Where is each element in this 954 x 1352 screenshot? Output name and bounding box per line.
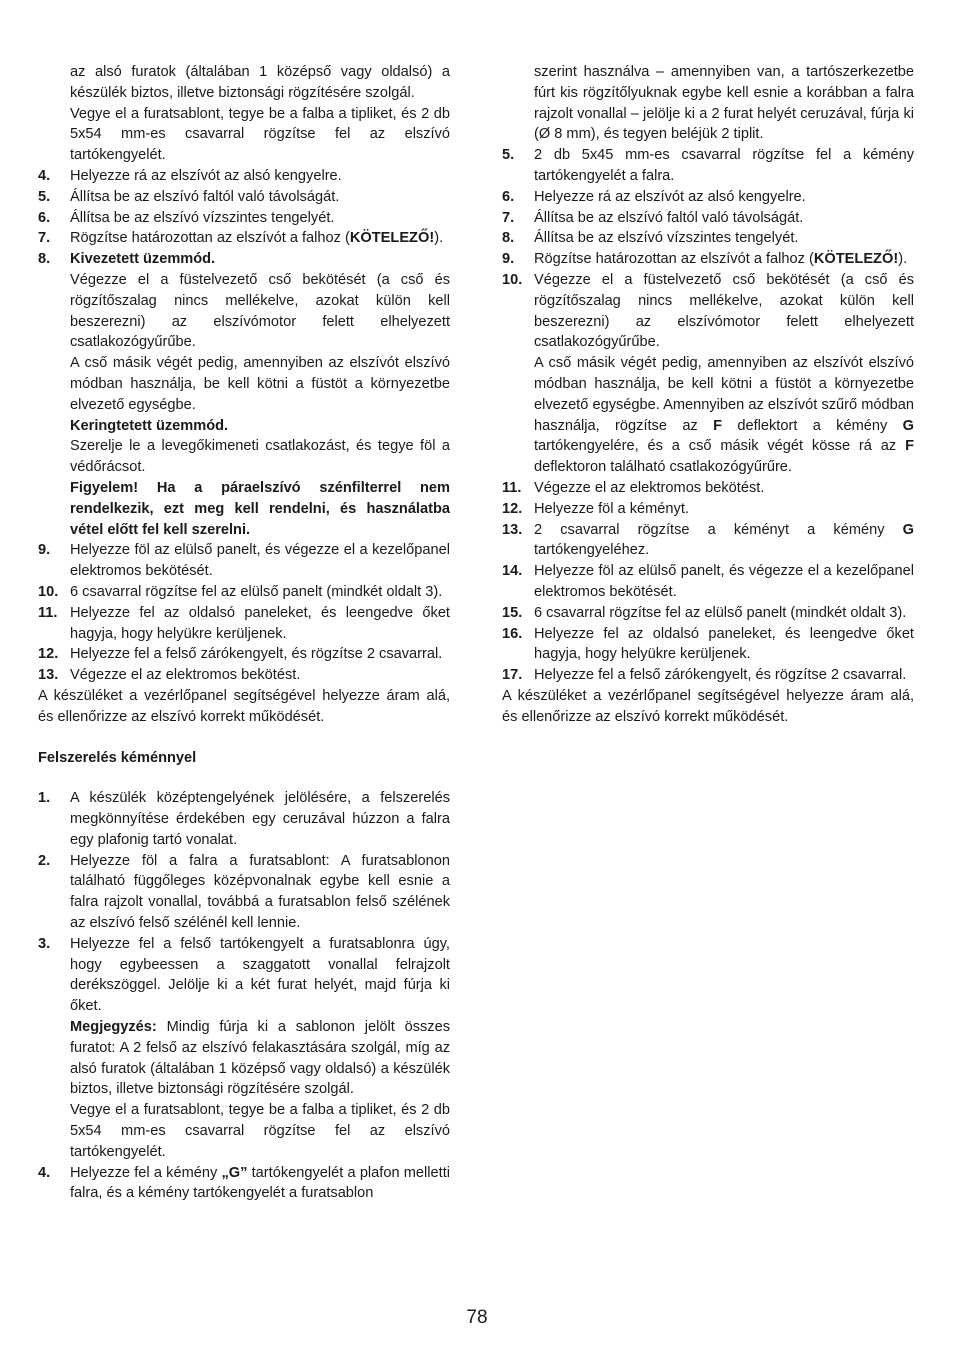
paragraph: Végezze el a füstelvezető cső bekötését (a cső és rögzítőszalag nincs mellékelve, azokat külön kell beszerezni) az elszívómotor felett elhelyezett csatlakozógyűrűbe. — [70, 271, 450, 351]
item-number: 3. — [38, 935, 51, 952]
text-part: deflektoron található csatlakozógyűrűre. — [534, 459, 792, 476]
list-item — [38, 228, 450, 249]
item-number: 17. — [502, 667, 523, 684]
list-item — [502, 499, 914, 520]
item-number: 6. — [502, 188, 515, 205]
item-text: 6 csavarral rögzítse fel az elülső panelt (mindkét oldalt 3). — [534, 604, 907, 621]
text-part: tartókengyelére, és a cső másik végét kösse rá az — [534, 438, 906, 455]
item-text: A készülék középtengelyének jelölésére, a felszerelés megkönnyítése érdekében egy ceruzával húzzon a falra egy plafonig tartó vonalat. — [70, 790, 450, 848]
item-text: 6 csavarral rögzítse fel az elülső panelt (mindkét oldalt 3). — [70, 583, 443, 600]
mandatory-label: KÖTELEZŐ! — [813, 251, 899, 268]
item-text: Helyezze föl az elülső panelt, és végezze el a kezelőpanel elektromos bekötését. — [534, 563, 914, 600]
item-number: 7. — [38, 230, 51, 247]
note-text: Mindig fúrja ki a sablonon jelölt összes furatot: A 2 felső az elszívó felakasztására szolgál, míg az alsó furatok (általában 1 középső vagy oldalsó) a készülék biztos, illetve biztonsági rögzítésére szolgál. — [70, 1019, 450, 1098]
item-number: 6. — [38, 209, 51, 226]
text-part: A cső másik végét pedig, amennyiben az elszívót elszívó módban használja, be kell kötni a füstöt a környezetbe elvezető egységbe. Amennyiben az elszívót szűrő módban használja, rögzítse az — [534, 355, 914, 434]
item-number: 9. — [38, 542, 51, 559]
item-text-part: Rögzítse határozottan az elszívót a falhoz ( — [534, 251, 814, 268]
bracket-label: „G” — [221, 1164, 248, 1181]
page-number: 78 — [466, 1307, 488, 1328]
item-text: Végezze el az elektromos bekötést. — [70, 667, 301, 684]
item-text: Helyezze fel a felső zárókengyelt, és rögzítse 2 csavarral. — [70, 646, 443, 663]
item-text: Végezze el a füstelvezető cső bekötését (a cső és rögzítőszalag nincs mellékelve, azokat külön kell beszerezni) az elszívómotor felett elhelyezett csatlakozógyűrűbe. — [534, 271, 914, 351]
item-number: 10. — [38, 583, 59, 600]
paragraph: A cső másik végét pedig, amennyiben az elszívót elszívó módban használja, be kell kötni a füstöt a környezetbe elvezető egységbe. — [70, 355, 450, 413]
mode-title: Kivezetett üzemmód. — [70, 251, 216, 268]
item-text: Helyezze rá az elszívót az alsó kengyelre. — [70, 167, 342, 184]
item-number: 8. — [38, 251, 51, 268]
continued-paragraph: szerint használva – amennyiben van, a tartószerkezetbe fúrt kis rögzítőlyuknak egybe kell esnie a korábban a falra rajzolt vonallal – jelölje ki a 2 furat helyét ceruzával, fúrja ki (Ø 8 mm), és tegyen beléjük 2 tiplit. — [534, 64, 914, 143]
note-label: Megjegyzés: — [70, 1019, 157, 1036]
item-number: 5. — [502, 147, 515, 164]
item-text-part: ). — [434, 230, 444, 247]
part-label: F — [905, 438, 914, 455]
item-number: 10. — [502, 271, 523, 288]
list-item — [38, 187, 450, 208]
list-item — [38, 603, 450, 645]
list-item — [38, 851, 450, 934]
item-text — [534, 520, 914, 562]
list-item — [502, 478, 914, 499]
part-label: F — [713, 417, 722, 434]
item-number: 13. — [38, 667, 59, 684]
item-text-part: ). — [898, 251, 908, 268]
item-text: Állítsa be az elszívó vízszintes tengelyét. — [70, 209, 335, 226]
note-paragraph — [38, 1017, 450, 1100]
item-text: Helyezze fel a felső zárókengyelt, és rögzítse 2 csavarral. — [534, 667, 907, 684]
list-item — [502, 208, 914, 229]
item-text-part: tartókengyelét a plafon melletti falra, és a kémény tartókengyelét a furatsablon — [70, 1164, 451, 1202]
item-text-part: 2 csavarral rögzítse a kéményt a kémény — [534, 521, 903, 538]
list-item — [38, 540, 450, 582]
item-text: Állítsa be az elszívó faltól való távolságát. — [70, 188, 340, 205]
list-item — [38, 582, 450, 603]
item-number: 2. — [38, 852, 51, 869]
item-text: Helyezze fel az oldalsó paneleket, és leengedve őket hagyja, hogy helyükre kerüljenek. — [534, 625, 914, 663]
item-number: 11. — [38, 604, 58, 621]
item-text: Helyezze föl az elülső panelt, és végezze el a kezelőpanel elektromos bekötését. — [70, 542, 450, 580]
item-number: 9. — [502, 251, 515, 268]
list-item — [38, 166, 450, 187]
left-column — [38, 62, 450, 1204]
list-item — [38, 644, 450, 665]
item-text: Helyezze fel az oldalsó paneleket, és leengedve őket hagyja, hogy helyükre kerüljenek. — [70, 604, 450, 642]
item-text-part: tartókengyeléhez. — [534, 542, 650, 559]
list-item — [502, 603, 914, 624]
item-number: 14. — [502, 563, 523, 580]
item-number: 16. — [502, 625, 523, 642]
list-item — [502, 187, 914, 208]
item-number: 7. — [502, 209, 515, 226]
item-text: Állítsa be az elszívó faltól való távolságát. — [534, 209, 804, 226]
list-item — [502, 249, 914, 270]
paragraph: Szerelje le a levegőkimeneti csatlakozást, és tegye föl a védőrácsot. — [70, 438, 450, 476]
list-item — [502, 561, 914, 603]
warning-paragraph: Figyelem! Ha a páraelszívó szénfilterrel nem rendelkezik, ezt meg kell rendelni, és használatba vétel előtt fel kell szerelni. — [70, 479, 450, 538]
part-label: G — [902, 521, 914, 538]
paragraph: Vegye el a furatsablont, tegye be a falba a tipliket, és 2 db 5x54 mm-es csavarral rögzítse fel az elszívó tartókengyelét. — [70, 1102, 450, 1160]
list-item — [502, 665, 914, 686]
item-number: 11. — [502, 479, 522, 496]
item-number: 4. — [38, 167, 51, 184]
list-item — [38, 788, 450, 850]
item-text: 2 db 5x45 mm-es csavarral rögzítse fel a kémény tartókengyelét a falra. — [534, 147, 914, 184]
mandatory-label: KÖTELEZŐ! — [349, 230, 435, 247]
item-text-part: Helyezze fel a kémény — [70, 1164, 222, 1181]
closing-paragraph: A készüléket a vezérlőpanel segítségével helyezze áram alá, és ellenőrizze az elszívó korrekt működését. — [38, 687, 450, 725]
list-item — [502, 624, 914, 666]
list-item — [502, 270, 914, 353]
list-item — [38, 665, 450, 686]
item-text: Helyezze rá az elszívót az alsó kengyelre. — [534, 188, 806, 205]
continued-paragraph: Vegye el a furatsablont, tegye be a falba a tipliket, és 2 db 5x54 mm-es csavarral rögzítse fel az elszívó tartókengyelét. — [70, 105, 450, 164]
list-item — [38, 1163, 450, 1205]
part-label: G — [902, 417, 914, 434]
item-number: 1. — [38, 790, 51, 807]
item-text: Helyezze föl a falra a furatsablont: A furatsablonon található függőleges középvonalnak egybe kell esnie a falra rajzolt vonallal, továbbá a furatsablon felső szélének az elszívó felső szélénél kell lennie. — [70, 852, 450, 932]
mode-title: Keringtetett üzemmód. — [70, 417, 229, 434]
item-number: 13. — [502, 521, 523, 538]
list-item — [502, 520, 914, 562]
text-part: deflektort a kémény — [722, 417, 903, 434]
item-text: Helyezze fel a felső tartókengyelt a furatsablonra úgy, hogy egybeessen a szaggatott vonallal felrajzolt derékszöggel. Jelölje ki a két furat helyét, majd fúrja ki őket. — [70, 935, 450, 1015]
item-number: 12. — [38, 646, 59, 663]
list-item — [38, 249, 450, 270]
closing-paragraph: A készüléket a vezérlőpanel segítségével helyezze áram alá, és ellenőrizze az elszívó korrekt működését. — [502, 687, 914, 725]
item-number: 5. — [38, 188, 51, 205]
paragraph — [502, 353, 914, 478]
item-text-part: Rögzítse határozottan az elszívót a falhoz ( — [70, 230, 350, 247]
section-heading: Felszerelés kéménnyel — [38, 749, 197, 766]
item-number: 12. — [502, 500, 523, 517]
item-text: Helyezze föl a kéményt. — [534, 500, 689, 517]
mode-title-paragraph — [38, 416, 450, 437]
item-text: Végezze el az elektromos bekötést. — [534, 479, 765, 496]
continued-paragraph: az alsó furatok (általában 1 középső vagy oldalsó) a készülék biztos, illetve biztonsági rögzítésére szolgál. — [70, 64, 450, 101]
item-number: 4. — [38, 1164, 51, 1181]
item-text — [70, 249, 450, 270]
item-number: 8. — [502, 230, 515, 247]
item-text — [534, 249, 914, 270]
right-column — [502, 62, 914, 728]
list-item — [38, 208, 450, 229]
item-text: Állítsa be az elszívó vízszintes tengelyét. — [534, 230, 799, 247]
item-number: 15. — [502, 604, 523, 621]
list-item — [502, 145, 914, 187]
item-text — [70, 1163, 450, 1205]
item-text — [70, 228, 450, 249]
list-item — [502, 228, 914, 249]
list-item — [38, 934, 450, 1017]
